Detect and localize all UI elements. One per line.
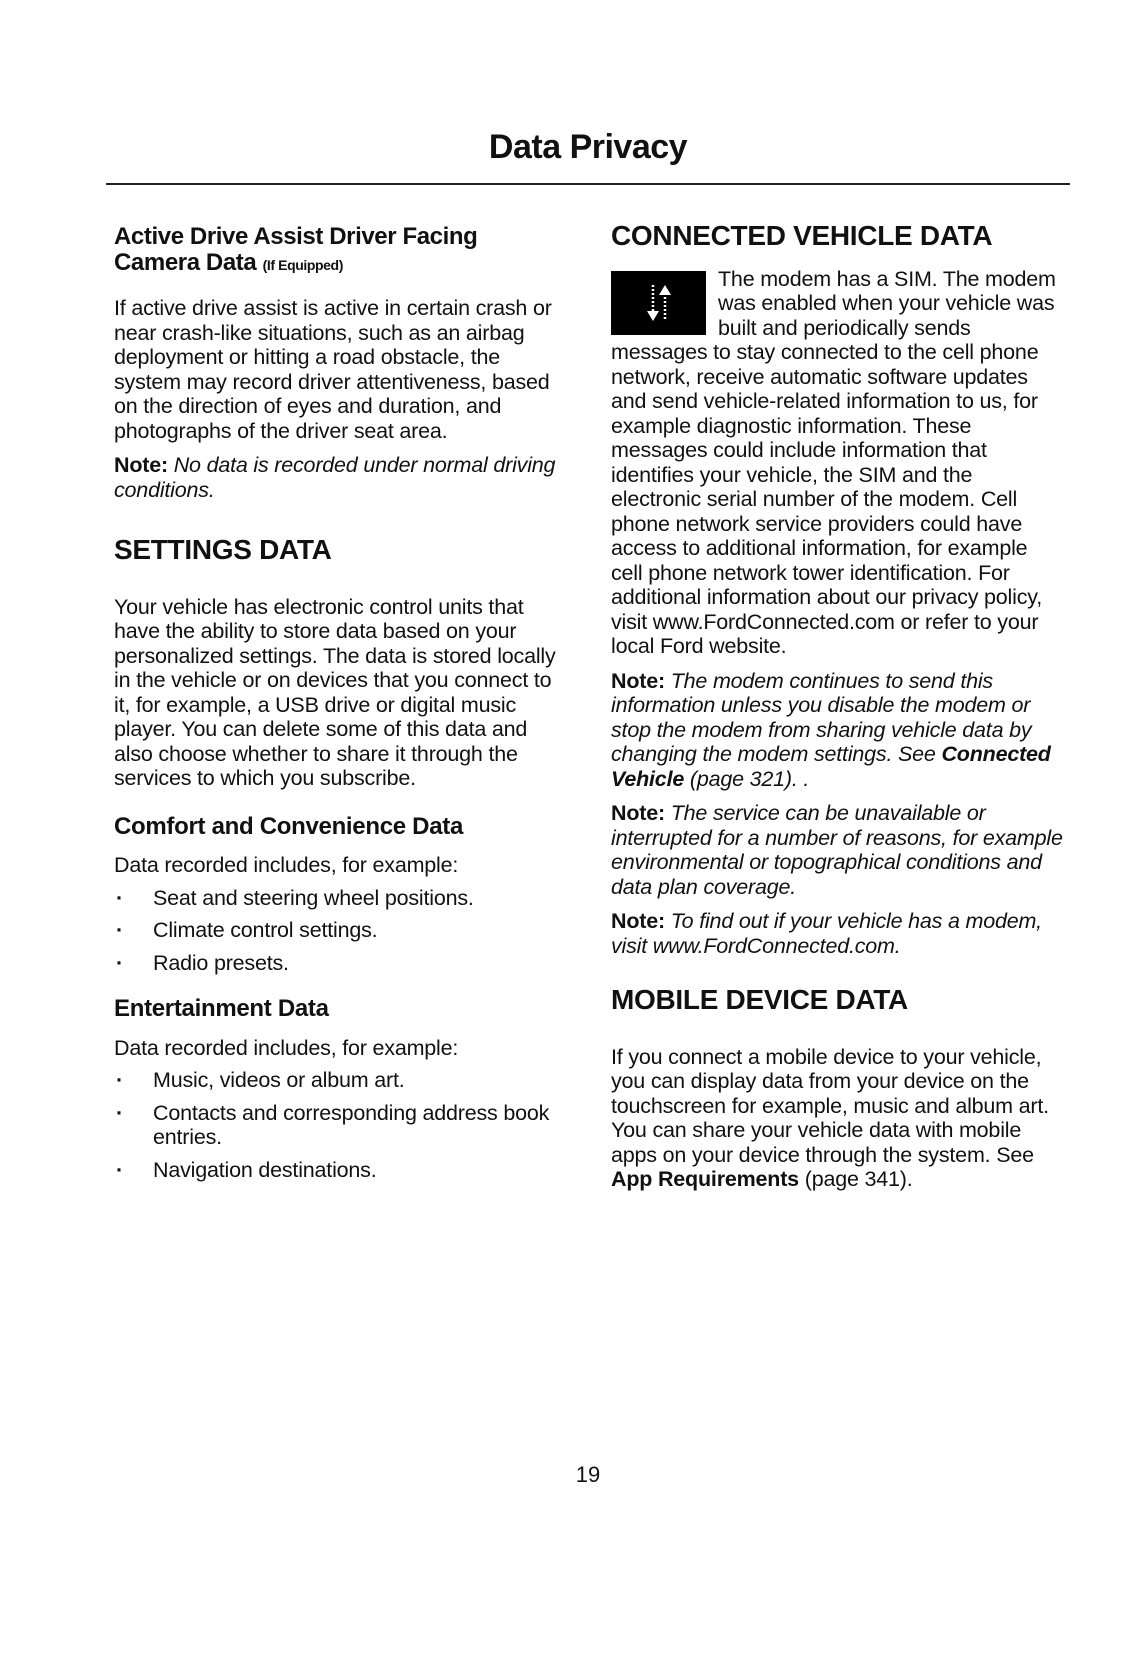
note-text: The modem continues to send this information unless you disable the modem or stop the modem from sharing vehicle data by changing the modem settings. See [611, 668, 1032, 766]
note-text: The service can be unavailable or interrupted for a number of reasons, for example environmental or topographical conditions and data plan coverage. [611, 801, 1063, 899]
list-item: · Navigation destinations. [114, 1158, 566, 1183]
settings-heading: SETTINGS DATA [114, 534, 332, 565]
list-item: · Contacts and corresponding address book entries. [114, 1101, 566, 1150]
note-service [611, 801, 1063, 899]
connected-vehicle-heading: CONNECTED VEHICLE DATA [611, 220, 993, 251]
comfort-heading: Comfort and Convenience Data [114, 812, 463, 840]
page-number: 19 [575, 1462, 601, 1487]
page-ref: (page 341). [804, 1167, 913, 1191]
note-label: Note: [611, 668, 665, 693]
list-item: · Music, videos or album art. [114, 1068, 566, 1093]
entertainment-intro: Data recorded includes, for example: [114, 1035, 459, 1060]
connected-vehicle-body: The modem has a SIM. The modem was enabled when your vehicle was built and periodically sends messages to stay connected to the cell phone network, receive automatic software updates and send vehicle-related information to us, for example diagnostic information. These messages could include information that identifies your vehicle, the SIM and the electronic serial number of the modem. Cell phone network service providers could have access to additional information, for example cell phone network tower identification. For additional information about our privacy policy, visit www.FordConnected.com or refer to your local Ford website. [611, 266, 1056, 658]
connected-vehicle-link[interactable]: Connected Vehicle [611, 742, 1051, 791]
comfort-intro: Data recorded includes, for example: [114, 853, 459, 877]
list-item: · Climate control settings. [114, 918, 566, 943]
mobile-text: If you connect a mobile device to your vehicle, you can display data from your device on the touchscreen for example, music and album art. You can share your vehicle data with mobile apps on your device through the system. See [611, 1044, 1049, 1167]
header-divider [106, 183, 1070, 185]
note-label: Note: [114, 453, 168, 477]
entertainment-heading: Entertainment Data [114, 995, 329, 1022]
left-column [114, 224, 566, 1196]
note-label: Note: [611, 801, 665, 825]
page-ref: (page 321). . [689, 766, 810, 791]
note-label: Note: [611, 909, 665, 933]
modem-data-transfer-icon [611, 271, 706, 335]
note-text: No data is recorded under normal driving conditions. [114, 453, 556, 502]
app-requirements-link[interactable]: App Requirements [611, 1167, 799, 1191]
note-find-out [611, 909, 1063, 958]
note-text: To find out if your vehicle has a modem, visit www.FordConnected.com. [611, 909, 1042, 958]
list-item: · Seat and steering wheel positions. [114, 886, 566, 911]
note-modem [611, 669, 1063, 792]
settings-body: Your vehicle has electronic control units that have the ability to store data based on your personalized settings. The data is stored locally in the vehicle or on devices that you connect to it, for example, a USB drive or digital music player. You can delete some of this data and also choose whether to share it through the services to which you subscribe. [114, 594, 556, 790]
entertainment-list [114, 1068, 566, 1182]
if-equipped-tag: (If Equipped) [262, 257, 343, 273]
adas-heading-text: Active Drive Assist Driver Facing Camera Data [114, 223, 478, 276]
mobile-device-heading: MOBILE DEVICE DATA [611, 984, 908, 1015]
list-item: · Radio presets. [114, 951, 566, 976]
right-column [611, 220, 1063, 1202]
adas-note [114, 453, 566, 502]
comfort-list [114, 886, 566, 976]
adas-body: If active drive assist is active in certain crash or near crash-like situations, such as an airbag deployment or hitting a road obstacle, the system may record driver attentiveness, based on the direction of eyes and duration, and photographs of the driver seat area. [114, 296, 552, 443]
adas-heading [114, 224, 566, 278]
page-title: Data Privacy [488, 128, 688, 166]
mobile-device-body [611, 1045, 1063, 1192]
